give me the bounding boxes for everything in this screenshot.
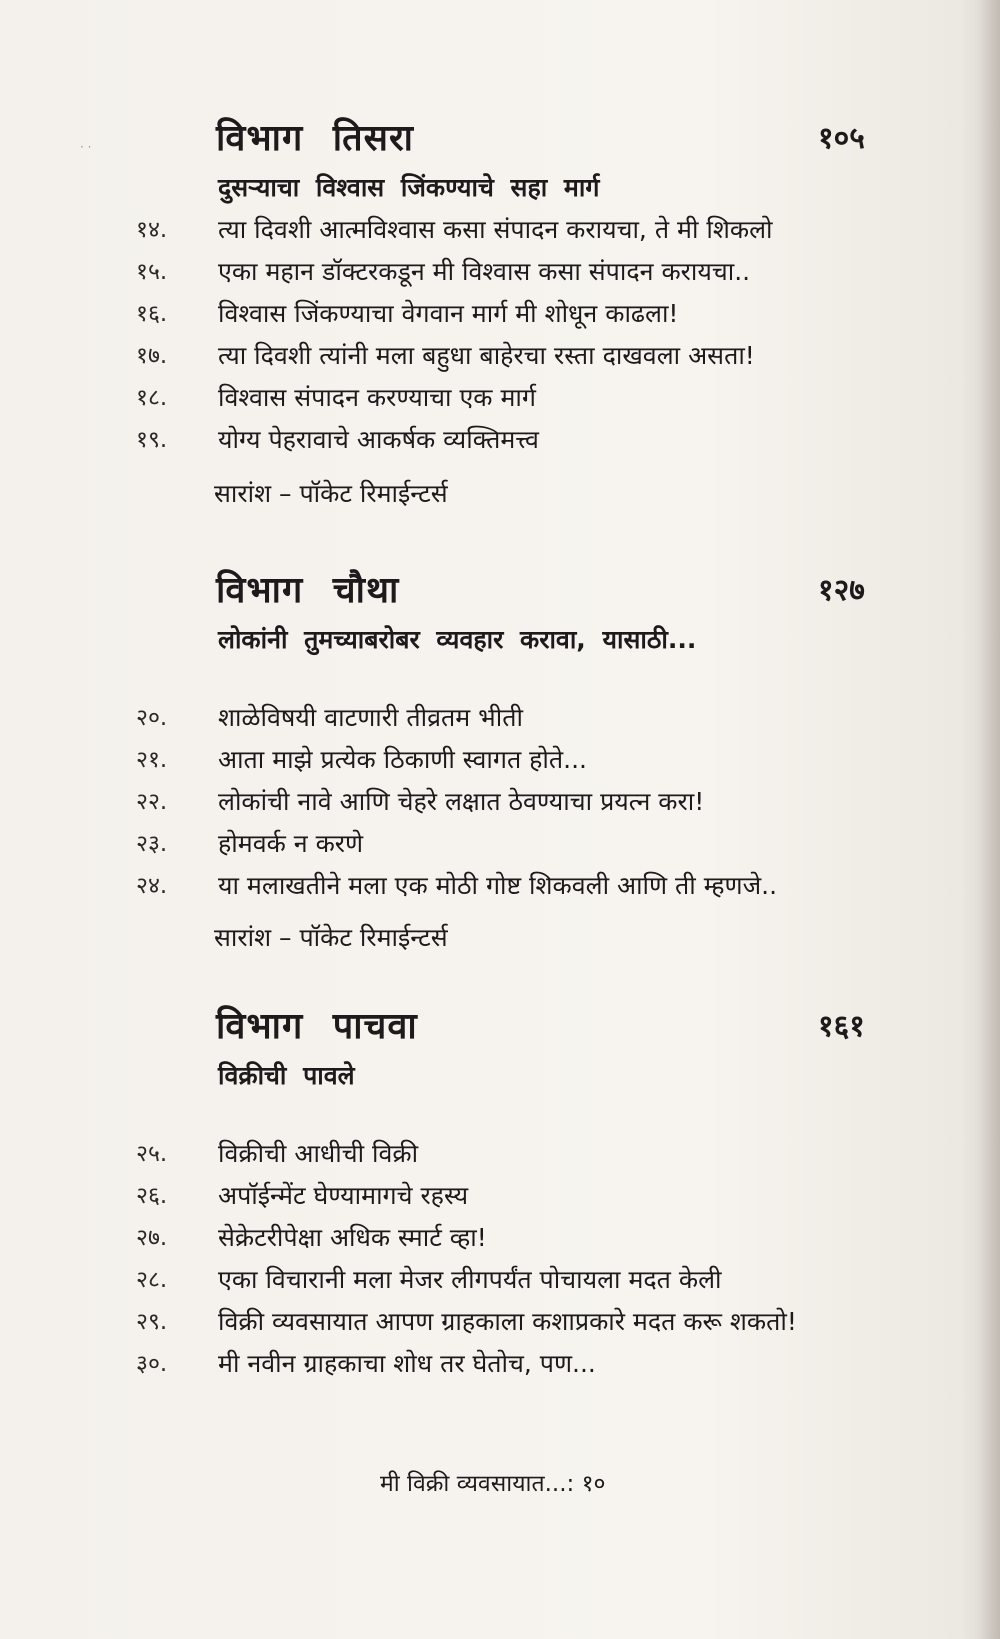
section-5 [0,1000,1000,1378]
entry-number: २२. [136,789,168,815]
toc-entry [0,254,1000,296]
section-header [0,112,1000,172]
entry-title: एका महान डॉक्टरकडून मी विश्वास कसा संपादन करायचा.. [218,257,751,286]
toc-entry [0,338,1000,380]
entry-title: त्या दिवशी आत्मविश्वास कसा संपादन करायचा, ते मी शिकलो [218,215,773,244]
entry-number: १५. [136,259,168,285]
section-items [0,700,1000,910]
section-subtitle: दुसऱ्याचा विश्वास जिंकण्याचे सहा मार्ग [218,173,600,202]
section-items [0,212,1000,464]
section-4 [0,564,1000,952]
toc-entry [0,1304,1000,1346]
entry-title: आता माझे प्रत्येक ठिकाणी स्वागत होते... [218,745,588,774]
entry-number: २९. [136,1309,168,1335]
entry-title: विक्री व्यवसायात आपण ग्राहकाला कशाप्रकारे मदत करू शकतो! [218,1307,797,1336]
entry-number: २४. [136,873,168,899]
entry-number: १९. [136,427,168,453]
section-title: विभाग चौथा [216,570,400,611]
toc-entry [0,1346,1000,1388]
entry-title: विश्वास संपादन करण्याचा एक मार्ग [218,383,536,412]
section-header [0,564,1000,624]
entry-title: योग्य पेहरावाचे आकर्षक व्यक्तिमत्त्व [218,425,539,454]
entry-title: विक्रीची आधीची विक्री [218,1139,419,1168]
toc-entry [0,1220,1000,1262]
toc-entry [0,422,1000,464]
toc-entry [0,784,1000,826]
section-summary: सारांश – पॉकेट रिमाईन्टर्स [214,479,448,508]
section-subtitle: लोकांनी तुमच्याबरोबर व्यवहार करावा, यासाठी... [218,625,697,654]
toc-entry [0,826,1000,868]
entry-title: लोकांची नावे आणि चेहरे लक्षात ठेवण्याचा प्रयत्न करा! [218,787,705,816]
toc-entry [0,380,1000,422]
section-page-number: १६१ [818,1009,865,1044]
entry-number: २५. [136,1141,168,1167]
entry-title: सेक्रेटरीपेक्षा अधिक स्मार्ट व्हा! [218,1223,487,1252]
section-title: विभाग तिसरा [216,118,415,159]
toc-entry [0,1136,1000,1178]
entry-number: १८. [136,385,168,411]
section-page-number: १०५ [818,121,865,156]
entry-number: २३. [136,831,168,857]
page-footer: मी विक्री व्यवसायात...: १० [380,1471,606,1497]
section-header [0,1000,1000,1060]
toc-entry [0,868,1000,910]
section-subtitle: विक्रीची पावले [218,1061,355,1090]
toc-entry [0,742,1000,784]
entry-title: मी नवीन ग्राहकाचा शोध तर घेतोच, पण... [218,1349,596,1378]
entry-title: अपॉईन्मेंट घेण्यामागचे रहस्य [218,1181,469,1210]
entry-number: १४. [136,217,168,243]
section-summary: सारांश – पॉकेट रिमाईन्टर्स [214,923,448,952]
entry-title: या मलाखतीने मला एक मोठी गोष्ट शिकवली आणि ती म्हणजे.. [218,871,778,900]
entry-number: २८. [136,1267,168,1293]
entry-number: २७. [136,1225,168,1251]
entry-title: होमवर्क न करणे [218,829,364,858]
section-title: विभाग पाचवा [216,1006,418,1047]
entry-title: एका विचारानी मला मेजर लीगपर्यंत पोचायला मदत केली [218,1265,722,1294]
section-3 [0,112,1000,508]
entry-number: १६. [136,301,168,327]
entry-number: १७. [136,343,168,369]
entry-title: विश्वास जिंकण्याचा वेगवान मार्ग मी शोधून काढला! [218,299,679,328]
section-items [0,1136,1000,1388]
entry-title: त्या दिवशी त्यांनी मला बहुधा बाहेरचा रस्ता दाखवला असता! [218,341,755,370]
entry-number: २०. [136,705,168,731]
entry-title: शाळेविषयी वाटणारी तीव्रतम भीती [218,703,523,732]
toc-entry [0,700,1000,742]
toc-entry [0,1262,1000,1304]
entry-number: २१. [136,747,168,773]
section-page-number: १२७ [818,573,865,608]
entry-number: २६. [136,1183,168,1209]
toc-entry [0,1178,1000,1220]
page-speck: · · [80,140,92,154]
entry-number: ३०. [136,1351,168,1377]
toc-entry [0,212,1000,254]
toc-entry [0,296,1000,338]
